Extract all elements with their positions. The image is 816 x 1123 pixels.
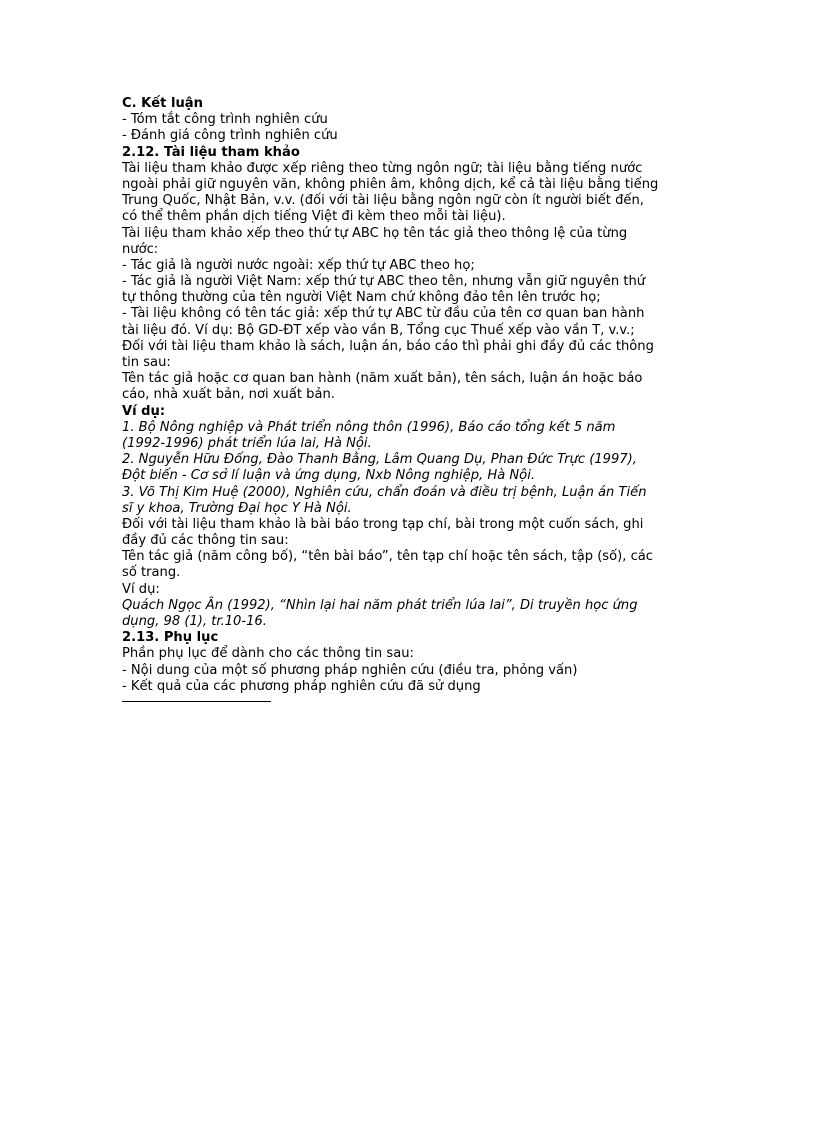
text-line: Tên tác giả hoặc cơ quan ban hành (năm xuất bản), tên sách, luận án hoặc báo <box>122 371 643 387</box>
heading-line: 2.13. Phụ lục <box>122 630 219 646</box>
text-line: Tài liệu tham khảo xếp theo thứ tự ABC họ tên tác giả theo thông lệ của từng <box>122 225 628 241</box>
footnote-separator <box>122 701 271 702</box>
text-line: tài liệu đó. Ví dụ: Bộ GD-ĐT xếp vào vần B, Tổng cục Thuế xếp vào vần T, v.v.; <box>122 322 635 338</box>
heading-line: C. Kết luận <box>122 96 203 111</box>
text-line: Tên tác giả (năm công bố), “tên bài báo”, tên tạp chí hoặc tên sách, tập (số), các <box>122 549 653 565</box>
text-line: đầy đủ các thông tin sau: <box>122 533 289 549</box>
text-line: Đối với tài liệu tham khảo là bài báo trong tạp chí, bài trong một cuốn sách, ghi <box>122 516 644 532</box>
text-line: - Nội dung của một số phương pháp nghiên cứu (điều tra, phỏng vấn) <box>122 662 578 678</box>
text-line: - Kết quả của các phương pháp nghiên cứu đã sử dụng <box>122 678 481 694</box>
text-line: Đột biến - Cơ sở lí luận và ứng dụng, Nxb Nông nghiệp, Hà Nội. <box>122 468 535 484</box>
document-page <box>122 96 702 702</box>
text-line: - Tác giả là người nước ngoài: xếp thứ tự ABC theo họ; <box>122 257 475 273</box>
heading-line: 2.12. Tài liệu tham khảo <box>122 144 300 160</box>
text-line: Trung Quốc, Nhật Bản, v.v. (đối với tài liệu bằng ngôn ngữ còn ít người biết đến, <box>122 193 644 209</box>
text-line: có thể thêm phần dịch tiếng Việt đi kèm theo mỗi tài liệu). <box>122 209 506 225</box>
text-line: 2. Nguyễn Hữu Đống, Đào Thanh Bằng, Lâm Quang Dụ, Phan Đức Trực (1997), <box>122 452 637 468</box>
text-line: nước: <box>122 241 159 257</box>
text-line: sĩ y khoa, Trường Đại học Y Hà Nội. <box>122 500 352 516</box>
text-line: - Tóm tắt công trình nghiên cứu <box>122 112 328 128</box>
text-line: (1992-1996) phát triển lúa lai, Hà Nội. <box>122 435 372 451</box>
document-body <box>122 96 702 695</box>
text-line: Ví dụ: <box>122 581 160 597</box>
heading-line: Ví dụ: <box>122 403 166 419</box>
text-line: Tài liệu tham khảo được xếp riêng theo từng ngôn ngữ; tài liệu bằng tiếng nước <box>122 160 643 176</box>
text-line: tự thông thường của tên người Việt Nam chứ không đảo tên lên trước họ; <box>122 290 601 306</box>
text-line: dụng, 98 (1), tr.10-16. <box>122 614 267 629</box>
text-line: số trang. <box>122 565 181 581</box>
text-line: Phần phụ lục để dành cho các thông tin sau: <box>122 646 414 662</box>
text-line: Quách Ngọc Ân (1992), “Nhìn lại hai năm phát triển lúa lai”, Di truyền học ứng <box>122 597 638 613</box>
text-line: - Tác giả là người Việt Nam: xếp thứ tự ABC theo tên, nhưng vẫn giữ nguyên thứ <box>122 274 646 290</box>
text-line: 1. Bộ Nông nghiệp và Phát triển nông thôn (1996), Báo cáo tổng kết 5 năm <box>122 419 616 435</box>
text-line: tin sau: <box>122 355 171 370</box>
text-line: - Đánh giá công trình nghiên cứu <box>122 128 338 144</box>
text-line: cáo, nhà xuất bản, nơi xuất bản. <box>122 387 335 403</box>
text-line: - Tài liệu không có tên tác giả: xếp thứ tự ABC từ đầu của tên cơ quan ban hành <box>122 306 645 322</box>
text-line: ngoài phải giữ nguyên văn, không phiên âm, không dịch, kể cả tài liệu bằng tiếng <box>122 176 659 192</box>
text-line: Đối với tài liệu tham khảo là sách, luận án, báo cáo thì phải ghi đầy đủ các thông <box>122 338 654 354</box>
text-line: 3. Võ Thị Kim Huệ (2000), Nghiên cứu, chẩn đoán và điều trị bệnh, Luận án Tiến <box>122 484 647 500</box>
